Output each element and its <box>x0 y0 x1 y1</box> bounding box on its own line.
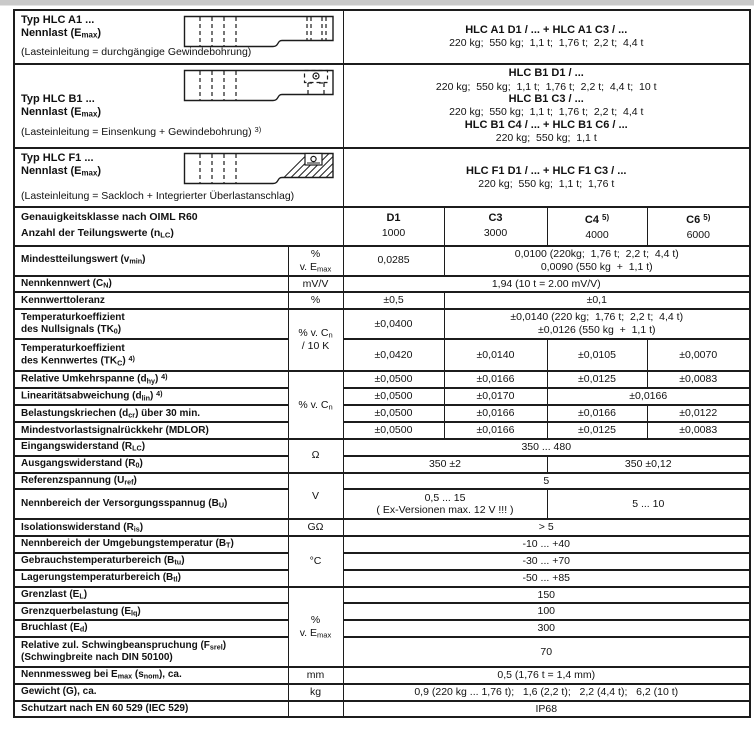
label-mdlor: Mindestvorlastsignalrückkehr (MDLOR) <box>14 422 288 439</box>
dhy-c4: ±0,0125 <box>547 371 647 388</box>
uref-all: 5 <box>343 473 750 490</box>
unit-tk-group: % v. $C_n$ / 10 K <box>288 309 343 371</box>
row-fsrel <box>14 637 750 667</box>
dlin-c3: ±0,0170 <box>444 388 547 405</box>
load-cell-a1-drawing <box>183 15 335 49</box>
r0-d1-c3: 350 ±2 <box>343 456 547 473</box>
tk0-d1: ±0,0400 <box>343 309 444 339</box>
rlc-all: 350 ... 480 <box>343 439 750 456</box>
dcr-c3: ±0,0166 <box>444 405 547 422</box>
bu-d1-c3: 0,5 ... 15 ( Ex-Versionen max. 12 V !!! ) <box>343 489 547 519</box>
label-ris: Isolationswiderstand $(R_{is})$ <box>14 519 288 536</box>
r0-c4-c6: 350 ±0,12 <box>547 456 750 473</box>
label-rlc: Eingangswiderstand $(R_{LC})$ <box>14 439 288 456</box>
accuracy-class-row <box>14 207 750 246</box>
type-b1-cell <box>14 64 343 148</box>
label-dcr: Belastungskriechen $(d_{cr})$ über 30 min. <box>14 405 288 422</box>
unit-ris: GΩ <box>288 519 343 536</box>
label-tk0: Temperaturkoeffizient des Nullsignals $(TK_0)$ <box>14 309 288 339</box>
row-tk0 <box>14 309 750 339</box>
unit-ohm-group: Ω <box>288 439 343 473</box>
type-a1-note: (Lasteinleitung = durchgängige Gewindebohrung) <box>21 46 252 59</box>
type-a1-variants <box>343 10 750 64</box>
label-bt: Nennbereich der Umgebungstemperatur $(B_T)$ <box>14 536 288 553</box>
label-cn: Nennkennwert $(C_N)$ <box>14 276 288 293</box>
dhy-c3: ±0,0166 <box>444 371 547 388</box>
row-snom <box>14 667 750 684</box>
label-schutzart: Schutzart nach EN 60 529 (IEC 529) <box>14 701 288 718</box>
row-ed <box>14 620 750 637</box>
ktol-d1: ±0,5 <box>343 292 444 309</box>
page-top-rule <box>0 0 754 6</box>
ktol-c3-c6: ±0,1 <box>444 292 750 309</box>
mdlor-d1: ±0,0500 <box>343 422 444 439</box>
a1-models: HLC A1 D1 / ... + HLC A1 C3 / ... <box>465 24 628 37</box>
mdlor-c4: ±0,0125 <box>547 422 647 439</box>
row-schutzart-clipped <box>14 701 750 718</box>
btl-all: -50 ... +85 <box>343 570 750 587</box>
type-a1-name: Typ HLC A1 ... <box>21 14 95 26</box>
dlin-c4-c6: ±0,0166 <box>547 388 750 405</box>
row-bu <box>14 489 750 519</box>
row-mdlor <box>14 422 750 439</box>
type-a1-cell <box>14 10 343 64</box>
type-b1-note: (Lasteinleitung = Einsenkung + Gewindebohrung) $^{3)}$ <box>21 125 262 139</box>
label-btl: Lagerungstemperaturbereich $(B_{tl})$ <box>14 570 288 587</box>
unit-snom: mm <box>288 667 343 684</box>
type-row-a1 <box>14 10 750 64</box>
type-f1-cell <box>14 148 343 207</box>
bt-all: -10 ... +40 <box>343 536 750 553</box>
dlin-d1: ±0,0500 <box>343 388 444 405</box>
label-bu: Nennbereich der Versorgungsspannug $(B_U)$ <box>14 489 288 519</box>
type-a1-title <box>21 14 101 40</box>
b1-models-d1: HLC B1 D1 / ... <box>508 67 584 80</box>
b1-capacities-d1: 220 kg; 550 kg; 1,1 t; 1,76 t; 2,2 t; 4,4 t; 10 t <box>435 80 657 93</box>
label-el: Grenzlast $(E_L)$ <box>14 587 288 604</box>
type-a1-nennlast: Nennlast $(E_{max})$ <box>21 26 102 40</box>
type-f1-title <box>21 152 101 178</box>
type-f1-note: (Lasteinleitung = Sackloch + Integrierter Überlastanschlag) <box>21 190 295 203</box>
snom-all: 0,5 (1,76 t = 1,4 mm) <box>343 667 750 684</box>
schutzart-all: IP68 <box>343 701 750 718</box>
unit-pct-emax-group: % v. $E_{max}$ <box>288 587 343 667</box>
row-uref <box>14 473 750 490</box>
row-rlc <box>14 439 750 456</box>
accuracy-class-label: Genauigkeitsklasse nach OIML R60 <box>21 211 198 223</box>
elq-all: 100 <box>343 603 750 620</box>
tk0-c3-c6: ±0,0140 (220 kg; 1,76 t; 2,2 t; 4,4 t) ±0,0126 (550 kg + 1,1 t) <box>444 309 750 339</box>
tkc-c3: ±0,0140 <box>444 339 547 371</box>
gewicht-all: 0,9 (220 kg ... 1,76 t); 1,6 (2,2 t); 2,2 (4,4 t); 6,2 (10 t) <box>343 684 750 701</box>
vmin-c3-c6: 0,0100 (220kg; 1,76 t; 2,2 t; 4,4 t) 0,0090 (550 kg + 1,1 t) <box>444 246 750 276</box>
type-b1-nennlast: Nennlast $(E_{max})$ <box>21 105 102 119</box>
unit-schutzart <box>288 701 343 718</box>
class-col-d1: D1 1000 <box>343 207 444 246</box>
class-col-c6: C6 $^{5)}$ 6000 <box>647 207 750 246</box>
row-dhy <box>14 371 750 388</box>
label-snom: Nennmessweg bei $E_{max}$ $(s_{nom})$, ca. <box>14 667 288 684</box>
accuracy-class-labels <box>14 207 343 246</box>
type-row-f1 <box>14 148 750 207</box>
row-r0 <box>14 456 750 473</box>
vmin-d1: 0,0285 <box>343 246 444 276</box>
type-f1-name: Typ HLC F1 ... <box>21 152 94 164</box>
tkc-c6: ±0,0070 <box>647 339 750 371</box>
label-dlin: Linearitätsabweichung $(d_{lin})$ $^{4)}$ <box>14 388 288 405</box>
load-cell-f1-drawing <box>183 152 335 186</box>
dcr-d1: ±0,0500 <box>343 405 444 422</box>
label-ktol: Kennwerttoleranz <box>14 292 288 309</box>
row-el <box>14 587 750 604</box>
row-vmin <box>14 246 750 276</box>
hlc-spec-table <box>13 9 751 718</box>
row-dcr <box>14 405 750 422</box>
unit-gewicht: kg <box>288 684 343 701</box>
type-b1-name: Typ HLC B1 ... <box>21 93 95 105</box>
row-ktol <box>14 292 750 309</box>
a1-capacities: 220 kg; 550 kg; 1,1 t; 1,76 t; 2,2 t; 4,4 t <box>449 37 644 50</box>
f1-capacities: 220 kg; 550 kg; 1,1 t; 1,76 t <box>478 177 615 190</box>
row-dlin <box>14 388 750 405</box>
dhy-d1: ±0,0500 <box>343 371 444 388</box>
label-dhy: Relative Umkehrspanne $(d_{hy})$ $^{4)}$ <box>14 371 288 388</box>
mdlor-c6: ±0,0083 <box>647 422 750 439</box>
unit-degc-group: °C <box>288 536 343 586</box>
label-ed: Bruchlast $(E_d)$ <box>14 620 288 637</box>
tkc-c4: ±0,0105 <box>547 339 647 371</box>
type-f1-variants <box>343 148 750 207</box>
type-f1-nennlast: Nennlast $(E_{max})$ <box>21 164 102 178</box>
row-elq <box>14 603 750 620</box>
btu-all: -30 ... +70 <box>343 553 750 570</box>
unit-vmin: % v. $E_{max}$ <box>288 246 343 276</box>
row-bt <box>14 536 750 553</box>
tkc-d1: ±0,0420 <box>343 339 444 371</box>
label-elq: Grenzquerbelastung $(E_{lq})$ <box>14 603 288 620</box>
row-cn <box>14 276 750 293</box>
row-btu <box>14 553 750 570</box>
type-b1-variants <box>343 64 750 148</box>
fsrel-all: 70 <box>343 637 750 667</box>
row-gewicht <box>14 684 750 701</box>
row-ris <box>14 519 750 536</box>
type-b1-title <box>21 93 101 119</box>
type-row-b1 <box>14 64 750 148</box>
row-btl <box>14 570 750 587</box>
ed-all: 300 <box>343 620 750 637</box>
ris-all: > 5 <box>343 519 750 536</box>
unit-cn: mV/V <box>288 276 343 293</box>
label-fsrel: Relative zul. Schwingbeanspruchung $(F_{srel})$ (Schwingbreite nach DIN 50100) <box>14 637 288 667</box>
load-cell-b1-drawing <box>183 69 335 103</box>
label-tkc: Temperaturkoeffizient des Kennwertes $(TK_C)$ $^{4)}$ <box>14 339 288 371</box>
label-r0: Ausgangswiderstand $(R_0)$ <box>14 456 288 473</box>
dcr-c6: ±0,0122 <box>647 405 750 422</box>
row-tkc <box>14 339 750 371</box>
label-btu: Gebrauchstemperaturbereich $(B_{tu})$ <box>14 553 288 570</box>
dcr-c4: ±0,0166 <box>547 405 647 422</box>
label-vmin: Mindestteilungswert $(v_{min})$ <box>14 246 288 276</box>
b1-models-c4c6: HLC B1 C4 / ... + HLC B1 C6 / ... <box>464 118 628 131</box>
cn-all: 1,94 (10 t = 2.00 mV/V) <box>343 276 750 293</box>
unit-rel-group: % v. $C_n$ <box>288 371 343 439</box>
label-uref: Referenzspannung $(U_{ref})$ <box>14 473 288 490</box>
label-gewicht: Gewicht (G), ca. <box>14 684 288 701</box>
unit-ktol: % <box>288 292 343 309</box>
mdlor-c3: ±0,0166 <box>444 422 547 439</box>
dhy-c6: ±0,0083 <box>647 371 750 388</box>
bu-c4-c6: 5 ... 10 <box>547 489 750 519</box>
b1-capacities-c4c6: 220 kg; 550 kg; 1,1 t <box>495 132 597 145</box>
f1-models: HLC F1 D1 / ... + HLC F1 C3 / ... <box>466 164 627 177</box>
divisions-label: Anzahl der Teilungswerte $(n_{LC})$ <box>21 227 174 240</box>
b1-capacities-c3: 220 kg; 550 kg; 1,1 t; 1,76 t; 2,2 t; 4,4 t <box>449 106 644 119</box>
unit-v-group: V <box>288 473 343 520</box>
class-col-c3: C3 3000 <box>444 207 547 246</box>
class-col-c4: C4 $^{5)}$ 4000 <box>547 207 647 246</box>
b1-models-c3: HLC B1 C3 / ... <box>508 93 584 106</box>
el-all: 150 <box>343 587 750 604</box>
